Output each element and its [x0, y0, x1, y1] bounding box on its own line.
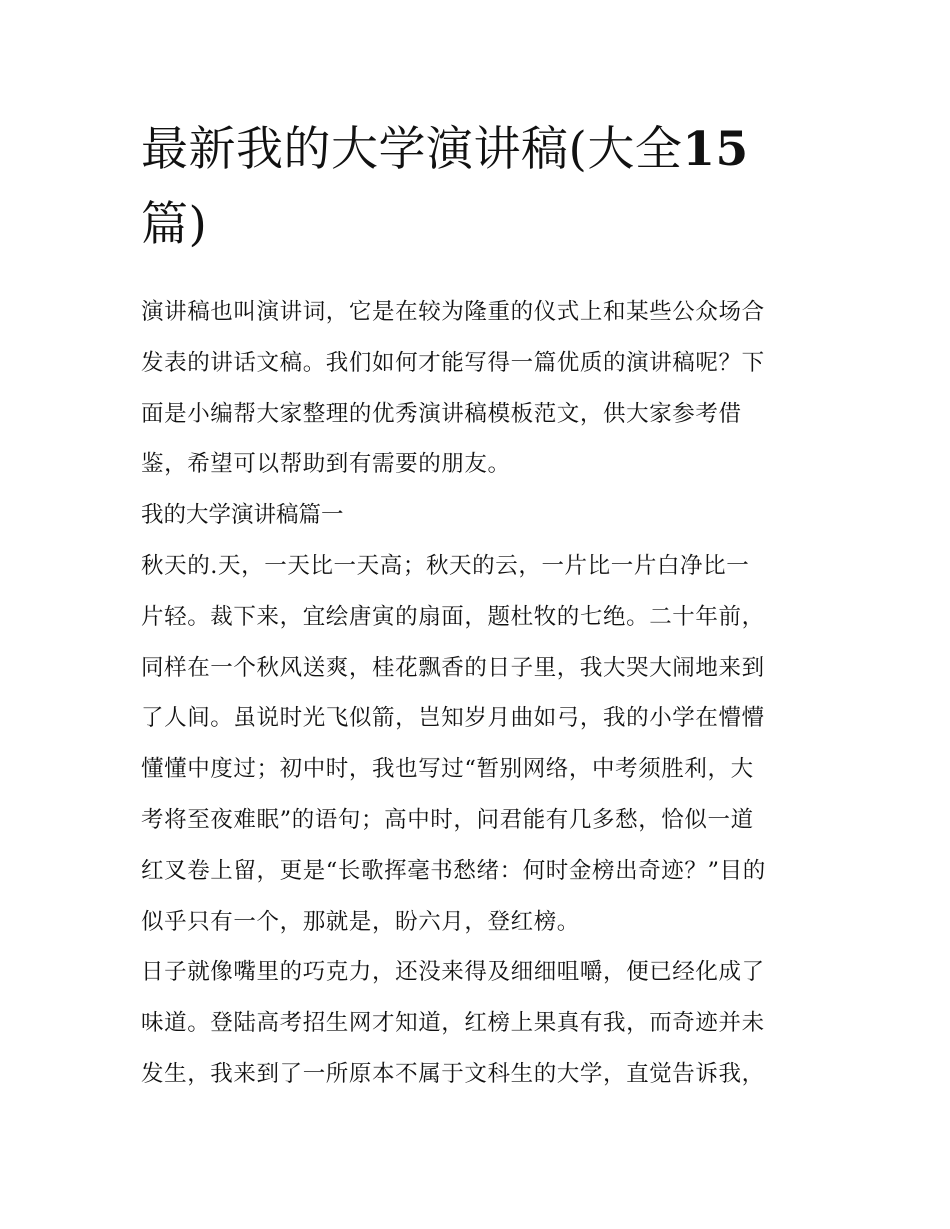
document-body: [141, 287, 812, 1100]
title-text: 最新我的大学演讲稿(大全: [141, 122, 683, 177]
body-paragraph-2: 日子就像嘴里的巧克力，还没来得及细细咀嚼，便已经化成了 味道。登陆高考招生网才知道，红榜上果真有我，而奇迹并未 发生，我来到了一所原本不属于文科生的大学，直觉告诉我，: [141, 959, 765, 1087]
title-text-line2: 篇): [141, 197, 208, 252]
title-number: 15: [682, 122, 749, 177]
section-heading: 我的大学演讲稿篇一: [141, 502, 344, 529]
intro-paragraph: 演讲稿也叫演讲词，它是在较为隆重的仪式上和某些公众场合 发表的讲话文稿。我们如何才能写得一篇优质的演讲稿呢？下 面是小编帮大家整理的优秀演讲稿模板范文，供大家参考借 鉴，希望可以帮助到有需要的朋友。: [141, 299, 765, 478]
body-paragraph-1: 秋天的.天，一天比一天高；秋天的云，一片比一片白净比一 片轻。裁下来，宜绘唐寅的扇面，题杜牧的七绝。二十年前， 同样在一个秋风送爽，桂花飘香的日子里，我大哭大闹地来到 了人间。虽说时光飞似箭，岂知岁月曲如弓，我的小学在懵懵 懂懂中度过；初中时，我也写过“暂别网络，中考须胜利，大 考将至夜难眠”的语句；高中时，问君能有几多愁，恰似一道 红叉卷上留，更是“长歌挥毫书愁绪：何时金榜出奇迹？”目的 似乎只有一个，那就是，盼六月，登红榜。: [141, 552, 766, 935]
document-title: [141, 112, 812, 262]
